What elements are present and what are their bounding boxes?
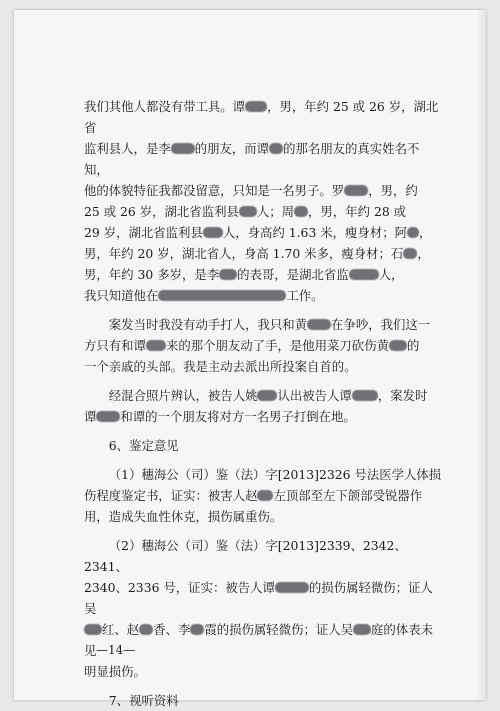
text-run: 6、鉴定意见 [108, 438, 179, 453]
text-line [84, 661, 444, 682]
text-run: 在争吵，我们这一 [331, 317, 431, 332]
redaction-mark [353, 624, 371, 635]
text-run: ，男，约 [368, 183, 418, 198]
redaction-mark [349, 269, 379, 280]
section-heading-audiovisual [84, 690, 444, 711]
text-line [84, 335, 444, 356]
text-run: 和谭的一个朋友将对方一名男子打倒在地。 [120, 409, 356, 424]
text-line [84, 138, 444, 180]
text-run: 男，年约 20 岁，湖北省人，身高 1.70 米多，瘦身材；石 [84, 246, 404, 261]
text-run: 的那名朋友的真实姓名不知， [84, 141, 420, 177]
text-run: ，男，年约 28 或 [308, 204, 407, 219]
redaction-mark [239, 206, 257, 217]
text-run: 29 岁，湖北省监利县 [84, 225, 203, 240]
redaction-mark [190, 624, 204, 635]
paragraph-statement [84, 314, 444, 377]
text-run: 左顶部至左下颌部受锐器作 [273, 488, 423, 503]
redaction-mark [403, 248, 417, 259]
text-run: 霞的损伤属轻微伤；证人吴 [204, 622, 354, 637]
redaction-mark [219, 269, 237, 280]
text-line [84, 435, 444, 456]
redaction-mark [352, 390, 378, 401]
text-run: 认出被告人谭 [277, 388, 352, 403]
redaction-mark [171, 143, 195, 154]
text-line [84, 506, 444, 527]
text-run: ，案发时 [377, 388, 428, 403]
text-line [84, 314, 444, 335]
redaction-mark [344, 185, 368, 196]
text-run: 人， [378, 267, 404, 282]
text-line [84, 201, 444, 222]
text-run: 方只有和谭 [84, 338, 146, 353]
text-line [84, 222, 444, 243]
redaction-mark [389, 340, 407, 351]
text-run: 2340、2336 号，证实：被告人谭 [84, 580, 275, 595]
text-line [84, 485, 444, 506]
text-run: 用，造成失血性休克，损伤属重伤。 [84, 509, 283, 524]
text-run: 伤程度鉴定书，证实：被害人赵 [84, 488, 258, 503]
text-run: 人；周 [256, 204, 295, 219]
redaction-mark [84, 624, 102, 635]
redaction-mark [294, 206, 308, 217]
paragraph-expert-report-1 [84, 464, 444, 527]
text-run: 明显损伤。 [84, 664, 146, 679]
text-line [84, 535, 444, 577]
text-run: 的 [406, 338, 420, 353]
section-heading-expert-opinion [84, 435, 444, 456]
text-line [84, 264, 444, 285]
text-run: 案发当时我没有动手打人，我只和黄 [108, 317, 308, 332]
redaction-mark [257, 490, 273, 501]
text-run: 的朋友，而谭 [194, 141, 270, 156]
text-run: ， [419, 225, 432, 240]
text-line [84, 385, 444, 406]
text-run: ， [417, 246, 430, 261]
text-line [84, 356, 444, 377]
redaction-mark [275, 582, 309, 593]
document-page [14, 10, 486, 708]
text-line [84, 96, 444, 138]
paragraph-witness-list [84, 96, 444, 306]
text-run: 红、赵 [102, 622, 140, 637]
text-run: 一个亲戚的头部。我是主动去派出所投案自首的。 [84, 359, 357, 374]
text-run: （2）穗海公（司）鉴（法）字[2013]2339、2342、2341、 [84, 538, 407, 574]
text-run: 经混合照片辨认，被告人姚 [108, 388, 258, 403]
text-run: 谭 [84, 409, 97, 424]
text-run: 香、李 [153, 622, 191, 637]
redaction-mark [245, 101, 267, 112]
text-run: 来的那个朋友动了手，是他用菜刀砍伤黄 [165, 338, 389, 353]
redaction-mark [96, 411, 120, 422]
text-run: 的表哥，是湖北省监 [237, 267, 349, 282]
text-line [84, 464, 444, 485]
redaction-mark [307, 319, 331, 330]
text-run: 的损伤属轻微伤；证人吴 [84, 580, 433, 616]
text-run: 我只知道他在 [84, 288, 159, 303]
text-line [84, 406, 444, 427]
paragraph-photo-identification [84, 385, 444, 427]
text-run: 男，年约 30 多岁，是李 [84, 267, 220, 282]
redaction-mark [203, 227, 223, 238]
redaction-mark [407, 227, 419, 238]
text-line [84, 690, 444, 711]
text-run: 他的体貌特征我都没留意，只知是一名男子。罗 [84, 183, 345, 198]
page-number: —14— [96, 643, 136, 657]
redaction-mark [269, 143, 283, 154]
text-line [84, 180, 444, 201]
redaction-mark [158, 290, 286, 301]
text-run: 庭的体表未见 [84, 622, 433, 658]
redaction-mark [257, 390, 277, 401]
text-run: 监利县人，是李 [84, 141, 171, 156]
text-line [84, 243, 444, 264]
text-run: 7、视听资料 [108, 693, 179, 708]
text-run: 25 或 26 岁，湖北省监利县 [84, 204, 239, 219]
document-body [84, 96, 444, 711]
redaction-mark [146, 340, 166, 351]
text-line [84, 577, 444, 619]
text-run: （1）穗海公（司）鉴（法）字[2013]2326 号法医学人体损 [108, 467, 442, 482]
paragraph-expert-report-2 [84, 535, 444, 682]
text-line [84, 285, 444, 306]
text-run: 我们其他人都没有带工具。谭 [84, 99, 246, 114]
text-run: 工作。 [286, 288, 324, 303]
text-line [84, 619, 444, 661]
text-run: 人，身高约 1.63 米，瘦身材；阿 [222, 225, 407, 240]
text-run: ，男，年约 25 或 26 岁，湖北省 [84, 99, 439, 135]
redaction-mark [139, 624, 153, 635]
